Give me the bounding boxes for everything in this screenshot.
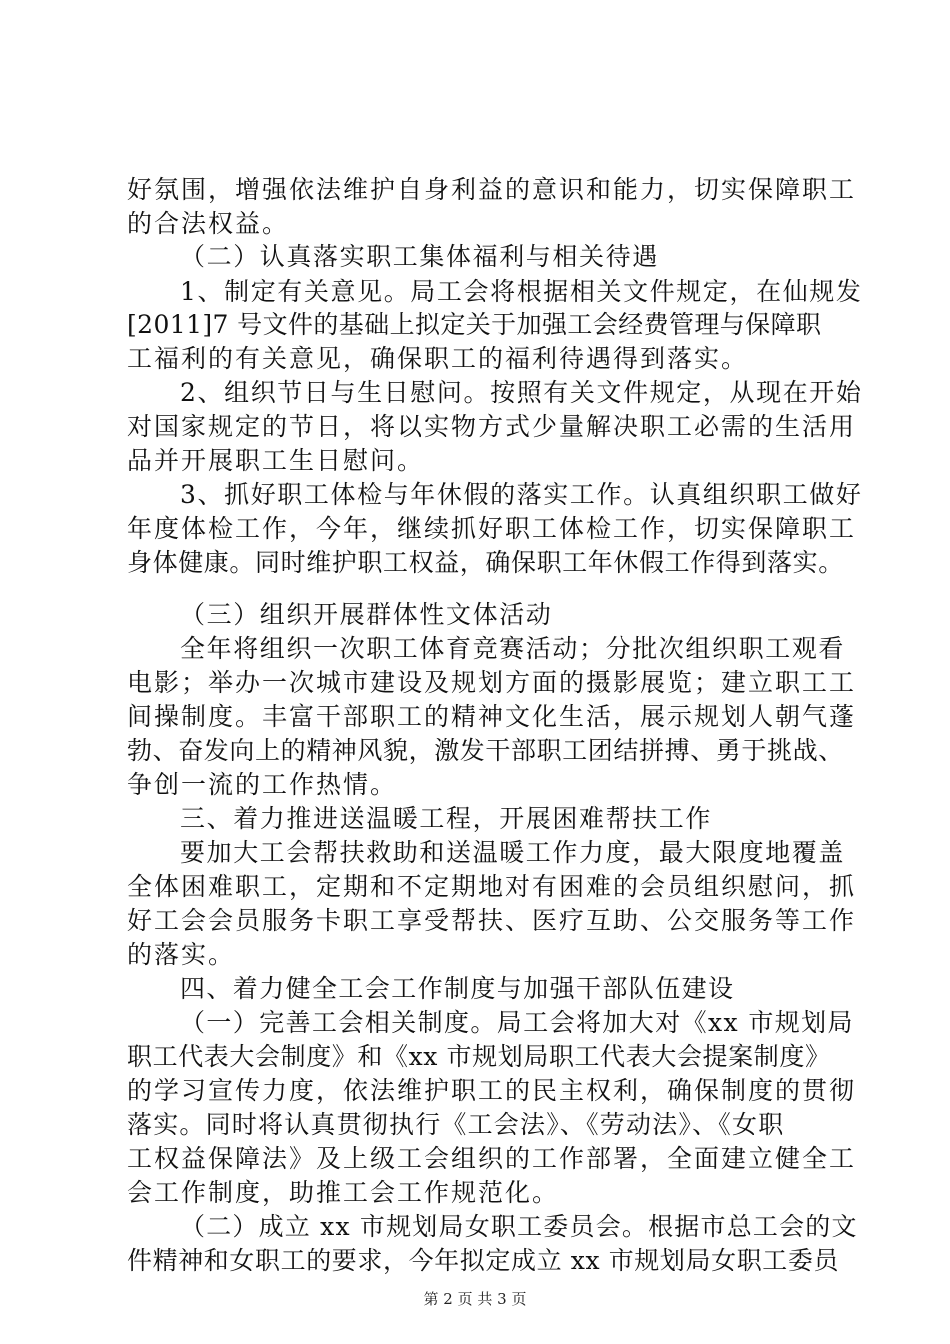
text-line: 工福利的有关意见，确保职工的福利待遇得到落实。	[127, 344, 749, 373]
text-line: 职工代表大会制度》和《xx 市规划局职工代表大会提案制度》	[127, 1042, 831, 1071]
text-line: 勃、奋发向上的精神风貌，激发干部职工团结拼搏、勇于挑战、	[127, 736, 844, 765]
text-line: 的落实。	[127, 940, 236, 969]
text-line: 间操制度。丰富干部职工的精神文化生活，展示规划人朝气蓬	[127, 702, 857, 731]
text-line: 要加大工会帮扶救助和送温暖工作力度，最大限度地覆盖	[180, 838, 846, 867]
text-line: 工权益保障法》及上级工会组织的工作部署，全面建立健全工	[127, 1144, 857, 1173]
text-line: 落实。同时将认真贯彻执行《工会法》、《劳动法》、《女职	[127, 1110, 785, 1139]
text-line: 品并开展职工生日慰问。	[127, 446, 425, 475]
text-line: 全年将组织一次职工体育竞赛活动；分批次组织职工观看	[180, 634, 846, 663]
text-line: 件精神和女职工的要求，今年拟定成立 xx 市规划局女职工委员	[127, 1246, 840, 1275]
text-line: [2011]7 号文件的基础上拟定关于加强工会经费管理与保障职	[127, 310, 822, 339]
text-line: 1、制定有关意见。局工会将根据相关文件规定，在仙规发	[180, 277, 863, 306]
section-heading: （三）组织开展群体性文体活动	[180, 600, 553, 629]
text-line: 的合法权益。	[127, 209, 290, 238]
section-heading: （二）认真落实职工集体福利与相关待遇	[180, 242, 659, 271]
page-number-footer: 第 2 页 共 3 页	[423, 1290, 527, 1308]
text-line: 好工会会员服务卡职工享受帮扶、医疗互助、公交服务等工作	[127, 906, 857, 935]
text-line: （一）完善工会相关制度。局工会将加大对《xx 市规划局	[180, 1008, 854, 1037]
text-line: 电影；举办一次城市建设及规划方面的摄影展览；建立职工工	[127, 668, 857, 697]
text-line: 会工作制度，助推工会工作规范化。	[127, 1178, 560, 1207]
text-line: 3、抓好职工体检与年休假的落实工作。认真组织职工做好	[180, 480, 863, 509]
text-line: 身体健康。同时维护职工权益，确保职工年休假工作得到落实。	[127, 548, 844, 577]
section-heading: 三、着力推进送温暖工程，开展困难帮扶工作	[180, 804, 713, 833]
text-line: 2、组织节日与生日慰问。按照有关文件规定，从现在开始	[180, 378, 863, 407]
text-line: 好氛围，增强依法维护自身利益的意识和能力，切实保障职工	[127, 175, 857, 204]
text-line: 争创一流的工作热情。	[127, 770, 398, 799]
text-line: 年度体检工作，今年，继续抓好职工体检工作，切实保障职工	[127, 514, 857, 543]
text-line: （二）成立 xx 市规划局女职工委员会。根据市总工会的文	[180, 1212, 858, 1241]
text-line: 的学习宣传力度，依法维护职工的民主权利，确保制度的贯彻	[127, 1076, 857, 1105]
text-line: 全体困难职工，定期和不定期地对有困难的会员组织慰问，抓	[127, 872, 857, 901]
section-heading: 四、着力健全工会工作制度与加强干部队伍建设	[180, 974, 735, 1003]
text-line: 对国家规定的节日，将以实物方式少量解决职工必需的生活用	[127, 412, 857, 441]
